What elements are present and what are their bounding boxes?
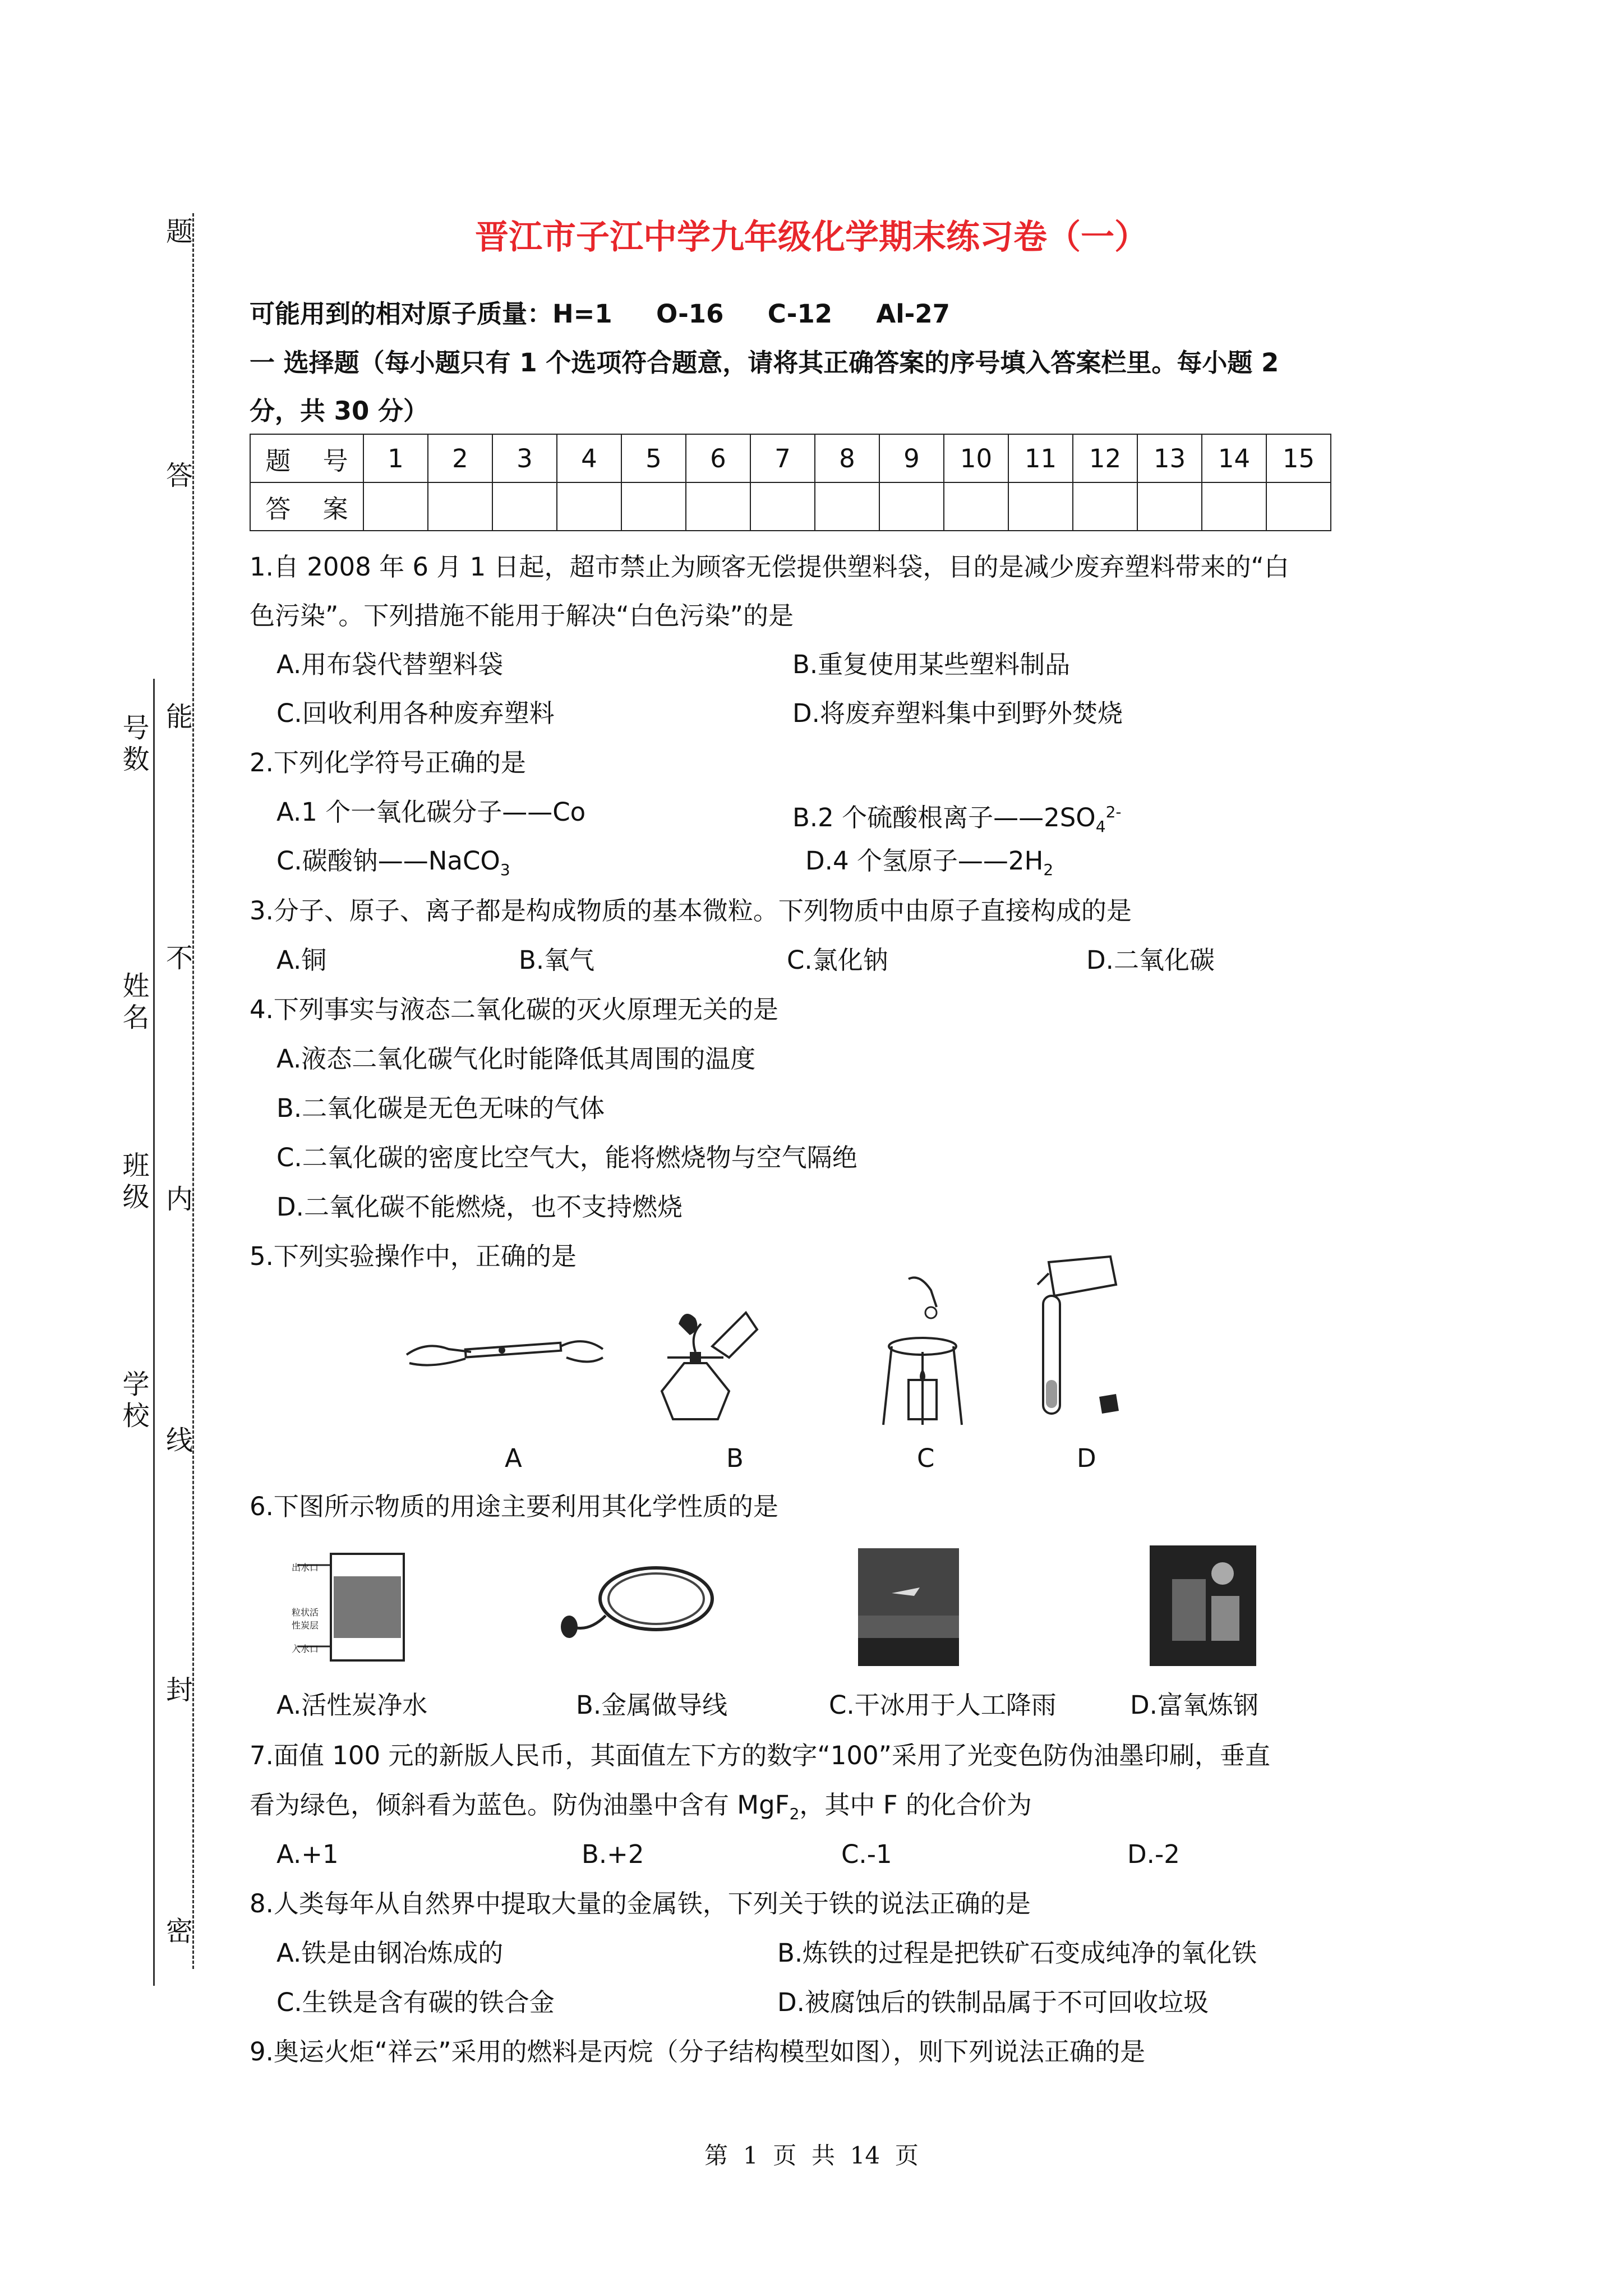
answer-cell[interactable] [750, 482, 815, 531]
q2-option-c [276, 844, 510, 887]
answer-cell[interactable] [621, 482, 686, 531]
seal-char-neng: 能 [165, 701, 193, 733]
seal-char-mi: 密 [165, 1916, 193, 1947]
q7-stem-line2-text: 看为绿色，倾斜看为蓝色。防伪油墨中含有 MgF [250, 1790, 790, 1820]
table-cell: 10 [944, 434, 1008, 482]
answer-table [250, 434, 1331, 531]
table-cell: 4 [557, 434, 621, 482]
q1-stem-line1: 1.自 2008 年 6 月 1 日起，超市禁止为顾客无偿提供塑料袋，目的是减少废弃塑料带来的“白 [250, 552, 1289, 582]
answer-cell[interactable] [1202, 482, 1266, 531]
q6-figure-c-dry-ice [858, 1548, 959, 1666]
page-footer: 第 1 页 共 14 页 [704, 2142, 919, 2169]
q1-option-d: D.将废弃塑料集中到野外焚烧 [792, 698, 1123, 728]
answer-cell[interactable] [492, 482, 557, 531]
q6-fig-label-outlet: 出水口 [292, 1562, 319, 1573]
q2-option-c-text: C.碳酸钠——NaCO [276, 846, 500, 876]
q3-option-d: D.二氧化碳 [1086, 945, 1215, 975]
answer-cell[interactable] [428, 482, 492, 531]
q2-option-b-text: B.2 个硫酸根离子——2SO [792, 803, 1096, 832]
q5-label-b: B [726, 1443, 744, 1473]
q5-label-d: D [1077, 1443, 1096, 1473]
table-cell: 12 [1073, 434, 1137, 482]
q2-option-d-text: D.4 个氢原子——2H [805, 846, 1044, 876]
answer-cell[interactable] [879, 482, 944, 531]
answer-cell[interactable] [1008, 482, 1073, 531]
answer-cell[interactable] [363, 482, 428, 531]
q5-stem: 5.下列实验操作中，正确的是 [250, 1241, 577, 1271]
q3-option-a: A.铜 [276, 945, 327, 975]
section1-heading-line2: 分，共 30 分） [250, 396, 428, 426]
q6-fig-label-inlet: 入水口 [292, 1644, 319, 1654]
q8-option-b: B.炼铁的过程是把铁矿石变成纯净的氧化铁 [777, 1938, 1257, 1968]
q5-label-a: A [505, 1443, 522, 1473]
q2-option-a: A.1 个一氧化碳分子——Co [276, 797, 586, 827]
q2-option-d-sub: 2 [1043, 861, 1054, 879]
q7-option-a: A.+1 [276, 1839, 339, 1869]
answer-cell[interactable] [1073, 482, 1137, 531]
q8-option-a: A.铁是由钢冶炼成的 [276, 1938, 504, 1968]
table-cell: 7 [750, 434, 815, 482]
q6-option-b: B.金属做导线 [576, 1690, 728, 1720]
field-school: 学校 [122, 1369, 150, 1432]
table-cell: 9 [879, 434, 944, 482]
q6-option-d: D.富氧炼钢 [1130, 1690, 1258, 1720]
table-cell: 5 [621, 434, 686, 482]
q3-option-c: C.氯化钠 [787, 945, 888, 975]
q8-option-c: C.生铁是含有碳的铁合金 [276, 1987, 555, 2017]
seal-char-nei: 内 [165, 1184, 193, 1215]
q2-option-c-sub: 3 [500, 861, 510, 879]
table-cell: 14 [1202, 434, 1266, 482]
q9-stem: 9.奥运火炬“祥云”采用的燃料是丙烷（分子结构模型如图），则下列说法正确的是 [250, 2037, 1146, 2067]
table-header-answer: 答 案 [250, 482, 363, 531]
answer-cell[interactable] [1266, 482, 1331, 531]
q6-option-a: A.活性炭净水 [276, 1690, 428, 1720]
answer-cell[interactable] [686, 482, 750, 531]
q6-figure-d-steel [1150, 1545, 1256, 1666]
q7-option-c: C.-1 [841, 1839, 892, 1869]
q3-option-b: B.氧气 [519, 945, 595, 975]
answer-cell[interactable] [1137, 482, 1202, 531]
section1-heading-line1: 一 选择题（每小题只有 1 个选项符合题意，请将其正确答案的序号填入答案栏里。每小题 2 [250, 348, 1279, 378]
q2-option-b-sup: 2- [1105, 803, 1122, 821]
q7-stem-line1: 7.面值 100 元的新版人民币，其面值左下方的数字“100”采用了光变色防伪油墨印刷，垂直 [250, 1741, 1270, 1770]
q6-option-c: C.干冰用于人工降雨 [829, 1690, 1057, 1720]
table-cell: 15 [1266, 434, 1331, 482]
q4-option-c: C.二氧化碳的密度比空气大，能将燃烧物与空气隔绝 [276, 1143, 857, 1172]
page-title: 晋江市子江中学九年级化学期末练习卷（一） [475, 218, 1148, 257]
answer-cell[interactable] [557, 482, 621, 531]
q1-option-a: A.用布袋代替塑料袋 [276, 650, 504, 679]
q8-option-d: D.被腐蚀后的铁制品属于不可回收垃圾 [777, 1987, 1209, 2017]
seal-char-bu: 不 [165, 942, 193, 974]
q7-stem-line2-post: ，其中 F 的化合价为 [799, 1790, 1032, 1820]
q2-option-b [792, 795, 1121, 844]
table-cell: 2 [428, 434, 492, 482]
q4-option-b: B.二氧化碳是无色无味的气体 [276, 1093, 605, 1123]
q2-option-d [805, 844, 1053, 887]
table-row-answers [250, 482, 1331, 531]
field-number: 号数 [122, 712, 150, 775]
table-cell: 3 [492, 434, 557, 482]
q5-label-c: C [917, 1443, 935, 1473]
table-header-number: 题 号 [250, 434, 363, 482]
q5-figure-b [651, 1290, 763, 1425]
q6-fig-label-carbon: 粒状活性炭层 [292, 1607, 319, 1631]
table-cell: 6 [686, 434, 750, 482]
q4-stem: 4.下列事实与液态二氧化碳的灭火原理无关的是 [250, 995, 778, 1024]
seal-char-xian: 线 [165, 1425, 193, 1456]
seal-char-feng: 封 [165, 1674, 193, 1706]
table-cell: 13 [1137, 434, 1202, 482]
table-cell: 11 [1008, 434, 1073, 482]
q7-option-d: D.-2 [1127, 1839, 1180, 1869]
q8-stem: 8.人类每年从自然界中提取大量的金属铁，下列关于铁的说法正确的是 [250, 1889, 1031, 1918]
q3-stem: 3.分子、原子、离子都是构成物质的基本微粒。下列物质中由原子直接构成的是 [250, 896, 1132, 926]
q7-stem-line2 [250, 1788, 1032, 1831]
answer-cell[interactable] [944, 482, 1008, 531]
atomic-mass-line: 可能用到的相对原子质量：H=1 O-16 C-12 Al-27 [250, 299, 950, 329]
q2-option-b-sub: 4 [1095, 817, 1106, 836]
table-row-numbers [250, 434, 1331, 482]
seal-char-ti: 题 [165, 216, 193, 247]
table-cell: 8 [815, 434, 879, 482]
q1-stem-line2: 色污染”。下列措施不能用于解决“白色污染”的是 [250, 601, 794, 631]
table-cell: 1 [363, 434, 428, 482]
q6-figure-b-wire [555, 1554, 723, 1655]
q7-stem-line2-sub: 2 [789, 1805, 800, 1823]
field-class: 班级 [122, 1150, 150, 1213]
field-name: 姓名 [122, 970, 150, 1033]
q1-option-c: C.回收利用各种废弃塑料 [276, 698, 555, 728]
q5-figure-c [875, 1273, 970, 1430]
seal-char-da: 答 [165, 460, 193, 491]
q2-stem: 2.下列化学符号正确的是 [250, 748, 526, 777]
q7-option-b: B.+2 [582, 1839, 644, 1869]
q5-figure-d [1026, 1251, 1133, 1430]
q1-option-b: B.重复使用某些塑料制品 [792, 650, 1071, 679]
q5-figure-a [404, 1324, 606, 1380]
q4-option-d: D.二氧化碳不能燃烧，也不支持燃烧 [276, 1192, 683, 1222]
field-underline [153, 679, 155, 1986]
q6-stem: 6.下图所示物质的用途主要利用其化学性质的是 [250, 1492, 778, 1521]
q4-option-a: A.液态二氧化碳气化时能降低其周围的温度 [276, 1044, 756, 1074]
answer-cell[interactable] [815, 482, 879, 531]
